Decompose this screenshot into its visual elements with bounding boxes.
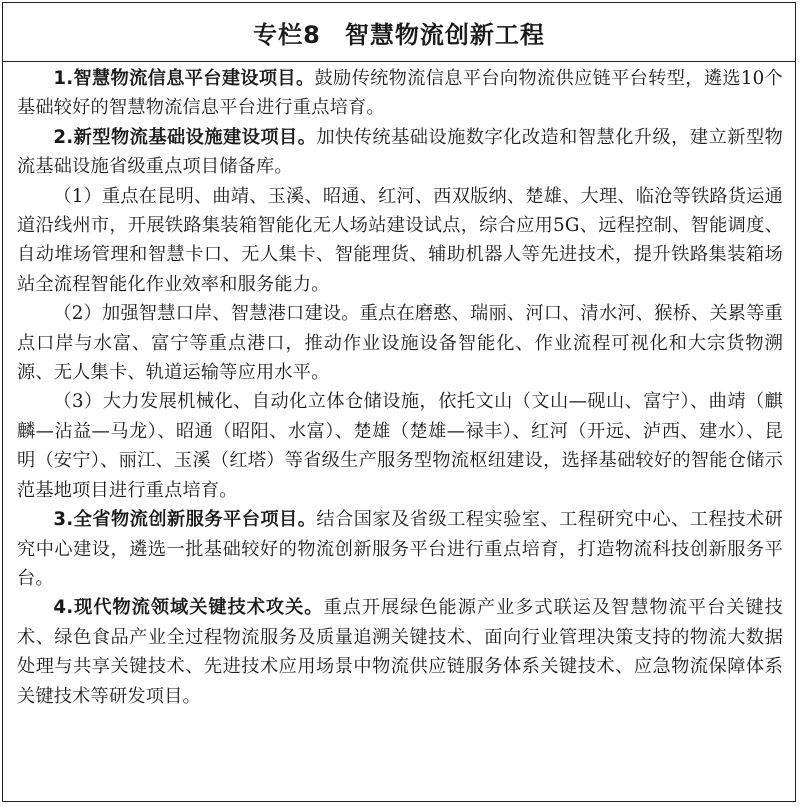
item-title: 4.现代物流领域关键技术攻关。	[53, 597, 324, 619]
item-title: 3.全省物流创新服务平台项目。	[53, 509, 317, 531]
item-text: 鼓励传统物流信息平台向物流供应链平台转型，遴选10个基础较好的智慧物流信息平台进行重点培育。	[17, 68, 783, 119]
item-title: 2.新型物流基础设施建设项目。	[53, 126, 317, 148]
paragraph-item-1	[17, 64, 783, 123]
paragraph-subitem-2	[17, 299, 783, 387]
column-body	[3, 62, 795, 711]
paragraph-item-3	[17, 505, 783, 593]
item-text: （1）重点在昆明、曲靖、玉溪、昭通、红河、西双版纳、楚雄、大理、临沧等铁路货运通道沿线州市，开展铁路集装箱智能化无人场站建设试点，综合应用5G、远程控制、智能调度、自动堆场管理和智慧卡口、无人集卡、智能理货、辅助机器人等先进技术，提升铁路集装箱场站全流程智能化作业效率和服务能力。	[17, 185, 783, 295]
paragraph-item-4	[17, 593, 783, 711]
column-header	[3, 3, 795, 62]
item-text: （3）大力发展机械化、自动化立体仓储设施，依托文山（文山—砚山、富宁）、曲靖（麒麟—沾益—马龙）、昭通（昭阳、水富）、楚雄（楚雄—禄丰）、红河（开远、泸西、建水）、昆明（安宁）、丽江、玉溪（红塔）等省级生产服务型物流枢纽建设，选择基础较好的智能仓储示范基地项目进行重点培育。	[17, 391, 783, 501]
item-text: 加快传统基础设施数字化改造和智慧化升级，建立新型物流基础设施省级重点项目储备库。	[17, 126, 783, 178]
column-box	[2, 2, 796, 802]
column-label: 专栏8	[253, 20, 321, 49]
paragraph-subitem-3	[17, 387, 783, 505]
paragraph-subitem-1	[17, 182, 783, 300]
item-title: 1.智慧物流信息平台建设项目。	[53, 68, 315, 89]
column-title: 智慧物流创新工程	[344, 20, 545, 49]
paragraph-item-2	[17, 123, 783, 182]
item-text: （2）加强智慧口岸、智慧港口建设。重点在磨憨、瑞丽、河口、清水河、猴桥、关累等重点口岸与水富、富宁等重点港口，推动作业设施设备智能化、作业流程可视化和大宗货物溯源、无人集卡、轨道运输等应用水平。	[17, 303, 783, 384]
item-text: 结合国家及省级工程实验室、工程研究中心、工程技术研究中心建设，遴选一批基础较好的物流创新服务平台进行重点培育，打造物流科技创新服务平台。	[17, 509, 783, 589]
item-text: 重点开展绿色能源产业多式联运及智慧物流平台关键技术、绿色食品产业全过程物流服务及质量追溯关键技术、面向行业管理决策支持的物流大数据处理与共享关键技术、先进技术应用场景中物流供应链服务体系关键技术、应急物流保障体系关键技术等研发项目。	[17, 597, 783, 707]
